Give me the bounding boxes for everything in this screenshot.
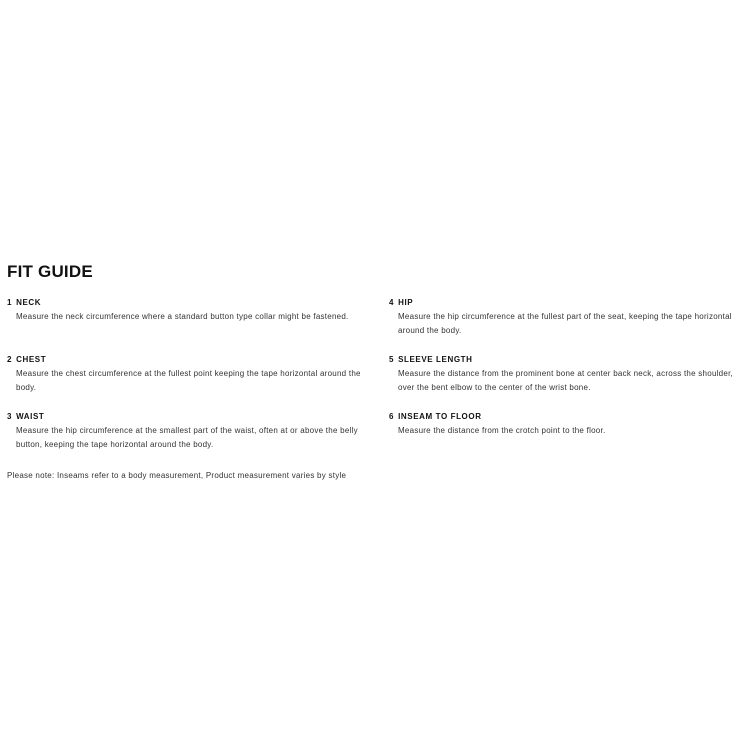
measurement-number: 5	[389, 355, 395, 364]
measurement-number: 2	[7, 355, 13, 364]
measurement-name: HIP	[398, 298, 414, 307]
measurement-item-inseam-to-floor	[389, 411, 747, 468]
measurement-number: 1	[7, 298, 13, 307]
measurement-item-waist	[7, 411, 389, 468]
measurement-heading	[389, 411, 747, 423]
measurement-number: 4	[389, 298, 395, 307]
measurement-column-right	[389, 297, 747, 468]
measurement-name: INSEAM TO FLOOR	[398, 412, 482, 421]
measurement-item-sleeve-length	[389, 354, 747, 411]
measurement-number: 6	[389, 412, 395, 421]
measurement-columns	[7, 297, 747, 468]
measurement-item-hip	[389, 297, 747, 354]
measurement-heading	[7, 354, 389, 366]
measurement-name: WAIST	[16, 412, 45, 421]
measurement-description: Measure the distance from the crotch point to the floor.	[398, 426, 606, 435]
page-title: FIT GUIDE	[7, 262, 93, 281]
measurement-heading	[389, 354, 747, 366]
measurement-description: Measure the hip circumference at the smallest part of the waist, often at or above the belly button, keeping the tape horizontal around the body.	[16, 426, 358, 449]
measurement-heading	[7, 411, 389, 423]
measurement-name: CHEST	[16, 355, 47, 364]
measurement-description: Measure the chest circumference at the fullest point keeping the tape horizontal around the body.	[16, 369, 361, 392]
measurement-description: Measure the distance from the prominent bone at center back neck, across the shoulder, over the bent elbow to the center of the wrist bone.	[398, 369, 734, 392]
measurement-column-left	[7, 297, 389, 468]
measurement-item-neck	[7, 297, 389, 354]
footnote: Please note: Inseams refer to a body measurement, Product measurement varies by style	[7, 471, 347, 480]
measurement-description: Measure the neck circumference where a standard button type collar might be fastened.	[16, 312, 349, 321]
measurement-heading	[389, 297, 747, 309]
measurement-name: NECK	[16, 298, 42, 307]
fit-guide	[7, 262, 747, 482]
measurement-name: SLEEVE LENGTH	[398, 355, 473, 364]
measurement-description: Measure the hip circumference at the fullest part of the seat, keeping the tape horizontal around the body.	[398, 312, 732, 335]
measurement-number: 3	[7, 412, 13, 421]
measurement-item-chest	[7, 354, 389, 411]
measurement-heading	[7, 297, 389, 309]
